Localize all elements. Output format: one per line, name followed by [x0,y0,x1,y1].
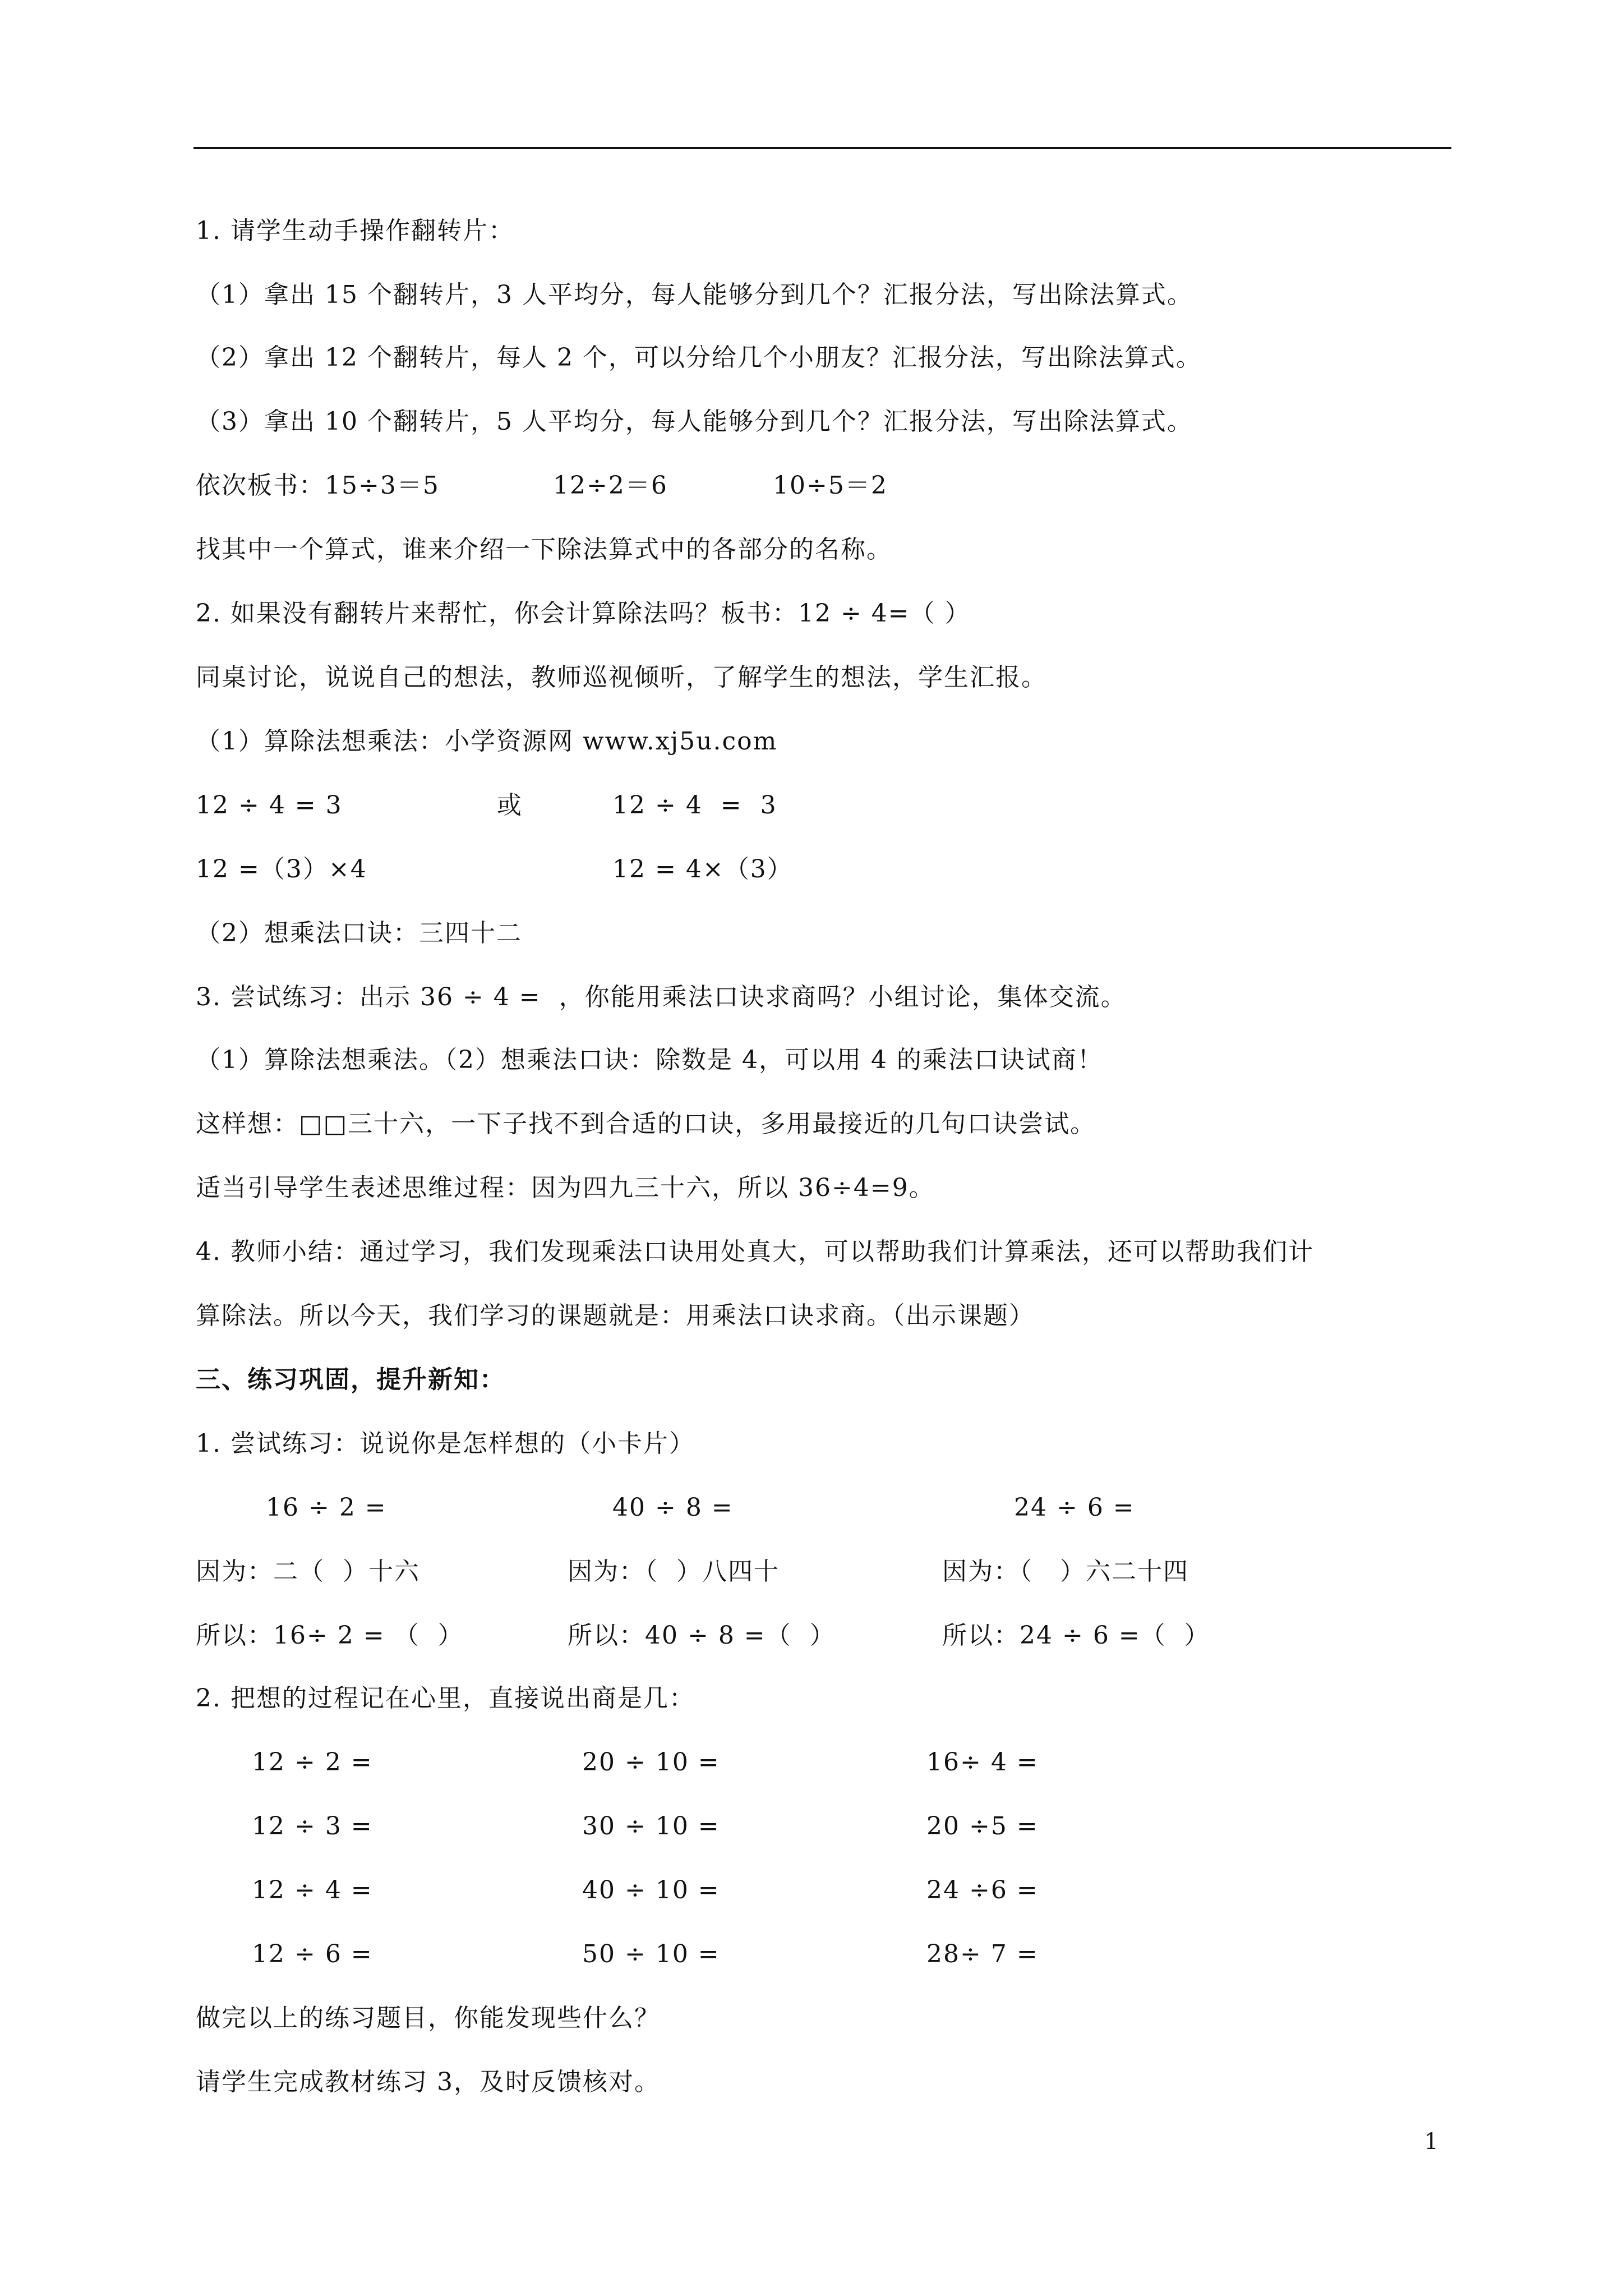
equation: 12 ÷ 4 = 3 [196,791,343,820]
exercise-item: 因为：（ ）六二十四 [942,1557,1189,1586]
text-line: （1）算除法想乘法。（2）想乘法口诀：除数是 4，可以用 4 的乘法口诀试商！ [196,1046,1103,1074]
page-number: 1 [1424,2129,1438,2155]
exercise-item: 50 ÷ 10 = [582,1940,720,1968]
text-line: （2）想乘法口诀：三四十二 [196,919,522,947]
text-line: （1）算除法想乘法：小学资源网 www.xj5u.com [196,727,778,756]
text-line: 适当引导学生表述思维过程：因为四九三十六，所以 36÷4=9。 [196,1174,935,1202]
exercise-item: 28÷ 7 = [926,1940,1039,1968]
text-line: （2）拿出 12 个翻转片，每人 2 个，可以分给几个小朋友？汇报分法，写出除法算式。 [196,343,1202,372]
exercise-item: 因为：二（ ）十六 [196,1557,420,1586]
exercise-item: 16÷ 4 = [926,1748,1039,1777]
exercise-item: 12 ÷ 3 = [252,1812,373,1841]
equation: 12 =（3）×4 [196,855,367,884]
board-formula-3: 10÷5＝2 [773,471,888,500]
text-line: 请学生完成教材练习 3，及时反馈核对。 [196,2068,660,2096]
exercise-item: 所以：16÷ 2 = （ ） [196,1621,464,1650]
text-line: 找其中一个算式，谁来介绍一下除法算式中的各部分的名称。 [196,535,892,564]
text-line: （1）拿出 15 个翻转片，3 人平均分，每人能够分到几个？汇报分法，写出除法算式。 [196,280,1193,309]
text-line: 2. 把想的过程记在心里，直接说出商是几： [196,1684,695,1713]
exercise-item: 40 ÷ 8 = [612,1493,734,1522]
text-line: 2. 如果没有翻转片来帮忙，你会计算除法吗？板书：12 ÷ 4=（ ） [196,599,971,628]
text-line: 1. 尝试练习：说说你是怎样想的（小卡片） [196,1429,695,1458]
exercise-item: 24 ÷6 = [926,1876,1039,1904]
or-label: 或 [497,791,523,820]
text-line: 3. 尝试练习：出示 36 ÷ 4 = ，你能用乘法口诀求商吗？小组讨论，集体交流。 [196,983,1127,1011]
text-line: 做完以上的练习题目，你能发现些什么？ [196,2004,660,2032]
exercise-item: 12 ÷ 6 = [252,1940,373,1968]
board-formula-2: 12÷2＝6 [553,471,668,500]
exercise-item: 12 ÷ 2 = [252,1748,373,1777]
exercise-item: 24 ÷ 6 = [1014,1493,1135,1522]
equation: 12 = 4×（3） [612,855,793,884]
exercise-item: 所以：40 ÷ 8 =（ ） [568,1621,836,1650]
exercise-item: 因为：（ ）八四十 [568,1557,780,1586]
equation: 12 ÷ 4 = 3 [612,791,777,820]
header-rule [193,147,1451,149]
exercise-item: 20 ÷5 = [926,1812,1039,1841]
exercise-item: 40 ÷ 10 = [582,1876,720,1904]
exercise-item: 30 ÷ 10 = [582,1812,720,1841]
text-line: 4. 教师小结：通过学习，我们发现乘法口诀用处真大，可以帮助我们计算乘法，还可以帮助我们计 [196,1237,1314,1266]
text-line: 同桌讨论，说说自己的想法，教师巡视倾听，了解学生的想法，学生汇报。 [196,663,1047,692]
exercise-item: 12 ÷ 4 = [252,1876,373,1904]
text-line: 这样想：□□三十六，一下子找不到合适的口诀，多用最接近的几句口诀尝试。 [196,1110,1096,1138]
exercise-item: 20 ÷ 10 = [582,1748,720,1777]
text-line: （3）拿出 10 个翻转片，5 人平均分，每人能够分到几个？汇报分法，写出除法算式。 [196,407,1193,436]
text-line: 1. 请学生动手操作翻转片： [196,217,514,245]
section-heading: 三、练习巩固，提升新知： [196,1365,505,1394]
board-formula-1: 依次板书：15÷3＝5 [196,471,440,500]
text-line: 算除法。所以今天，我们学习的课题就是：用乘法口诀求商。（出示课题） [196,1301,1035,1330]
exercise-item: 所以：24 ÷ 6 =（ ） [942,1621,1210,1650]
exercise-item: 16 ÷ 2 = [266,1493,387,1522]
